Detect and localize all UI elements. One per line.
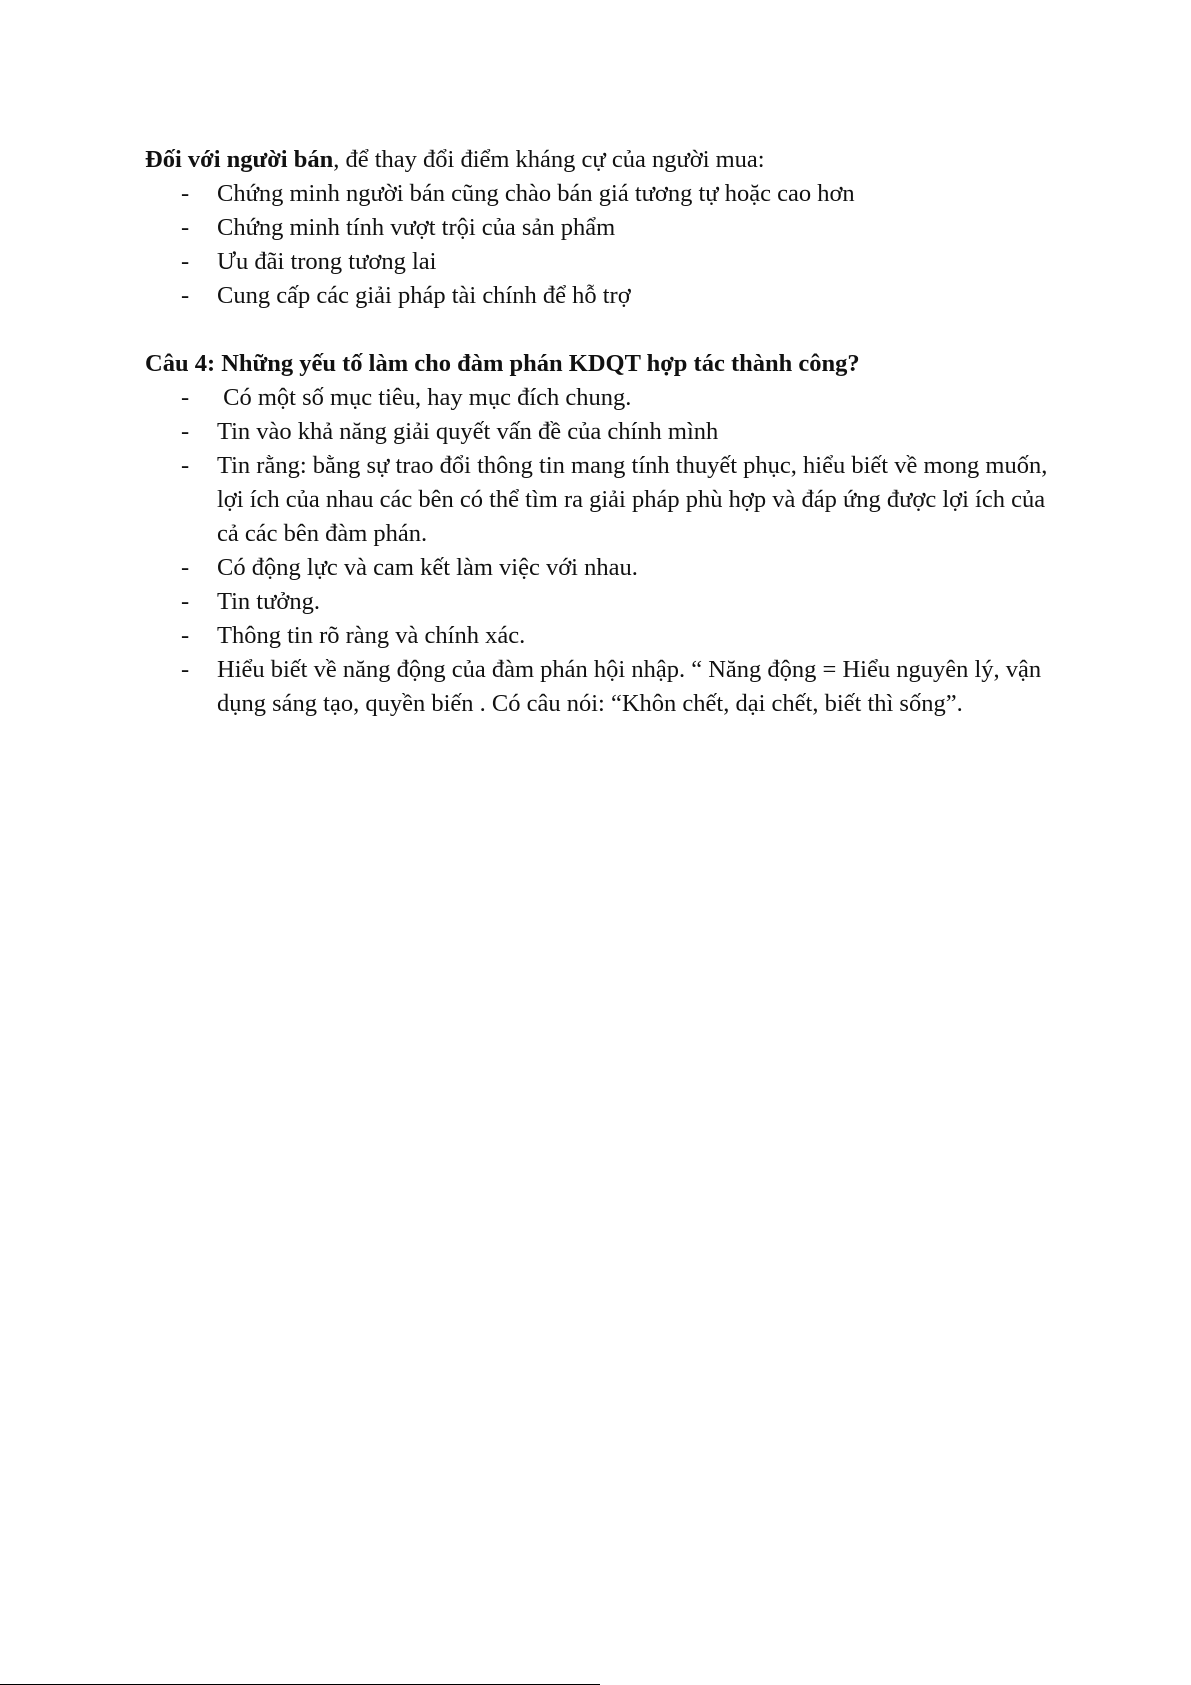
dash-bullet: - xyxy=(181,214,190,241)
document-body xyxy=(145,143,1065,721)
list-item xyxy=(145,177,1065,211)
dash-bullet: - xyxy=(181,452,190,479)
list-item-text: Có động lực và cam kết làm việc với nhau. xyxy=(217,554,638,581)
list-item-text: Ưu đãi trong tương lai xyxy=(217,248,437,275)
list-item-text: Tin tưởng. xyxy=(217,588,320,615)
list-item xyxy=(145,653,1065,721)
list-item xyxy=(145,551,1065,585)
list-item xyxy=(145,211,1065,245)
dash-bullet: - xyxy=(181,384,190,411)
seller-intro-bold: Đối với người bán xyxy=(145,146,334,173)
list-item-text: Thông tin rõ ràng và chính xác. xyxy=(217,622,526,649)
dash-bullet: - xyxy=(181,180,190,207)
list-item-text: Hiểu biết về năng động của đàm phán hội nhập. “ Năng động = Hiểu nguyên lý, vận dụng sáng tạo, quyền biến . Có câu nói: “Khôn chết, dại chết, biết thì sống”. xyxy=(217,656,1042,717)
question-4-heading: Câu 4: Những yếu tố làm cho đàm phán KDQT hợp tác thành công? xyxy=(145,350,860,377)
list-item xyxy=(145,381,1065,415)
list-item-text: Tin vào khả năng giải quyết vấn đề của chính mình xyxy=(217,418,719,445)
list-item xyxy=(145,585,1065,619)
list-item-text: Tin rằng: bằng sự trao đổi thông tin mang tính thuyết phục, hiểu biết về mong muốn, lợi ích của nhau các bên có thể tìm ra giải pháp phù hợp và đáp ứng được lợi ích của cả các bên đàm phán. xyxy=(217,452,1048,547)
dash-bullet: - xyxy=(181,282,190,309)
list-item-text: Chứng minh người bán cũng chào bán giá tương tự hoặc cao hơn xyxy=(217,180,855,207)
list-item-text: Cung cấp các giải pháp tài chính để hỗ trợ xyxy=(217,282,631,309)
dash-bullet: - xyxy=(181,622,190,649)
dash-bullet: - xyxy=(181,248,190,275)
dash-bullet: - xyxy=(181,588,190,615)
seller-list xyxy=(145,177,1065,313)
dash-bullet: - xyxy=(181,656,190,683)
list-item xyxy=(145,619,1065,653)
list-item-text: Có một số mục tiêu, hay mục đích chung. xyxy=(217,384,632,411)
list-item xyxy=(145,245,1065,279)
list-item xyxy=(145,415,1065,449)
dash-bullet: - xyxy=(181,554,190,581)
seller-intro xyxy=(145,143,1065,177)
question-4-list xyxy=(145,381,1065,721)
list-item-text: Chứng minh tính vượt trội của sản phẩm xyxy=(217,214,616,241)
list-item xyxy=(145,449,1065,551)
list-item xyxy=(145,279,1065,313)
seller-intro-rest: , để thay đổi điểm kháng cự của người mua: xyxy=(333,146,765,173)
dash-bullet: - xyxy=(181,418,190,445)
section-spacer xyxy=(145,313,1065,347)
